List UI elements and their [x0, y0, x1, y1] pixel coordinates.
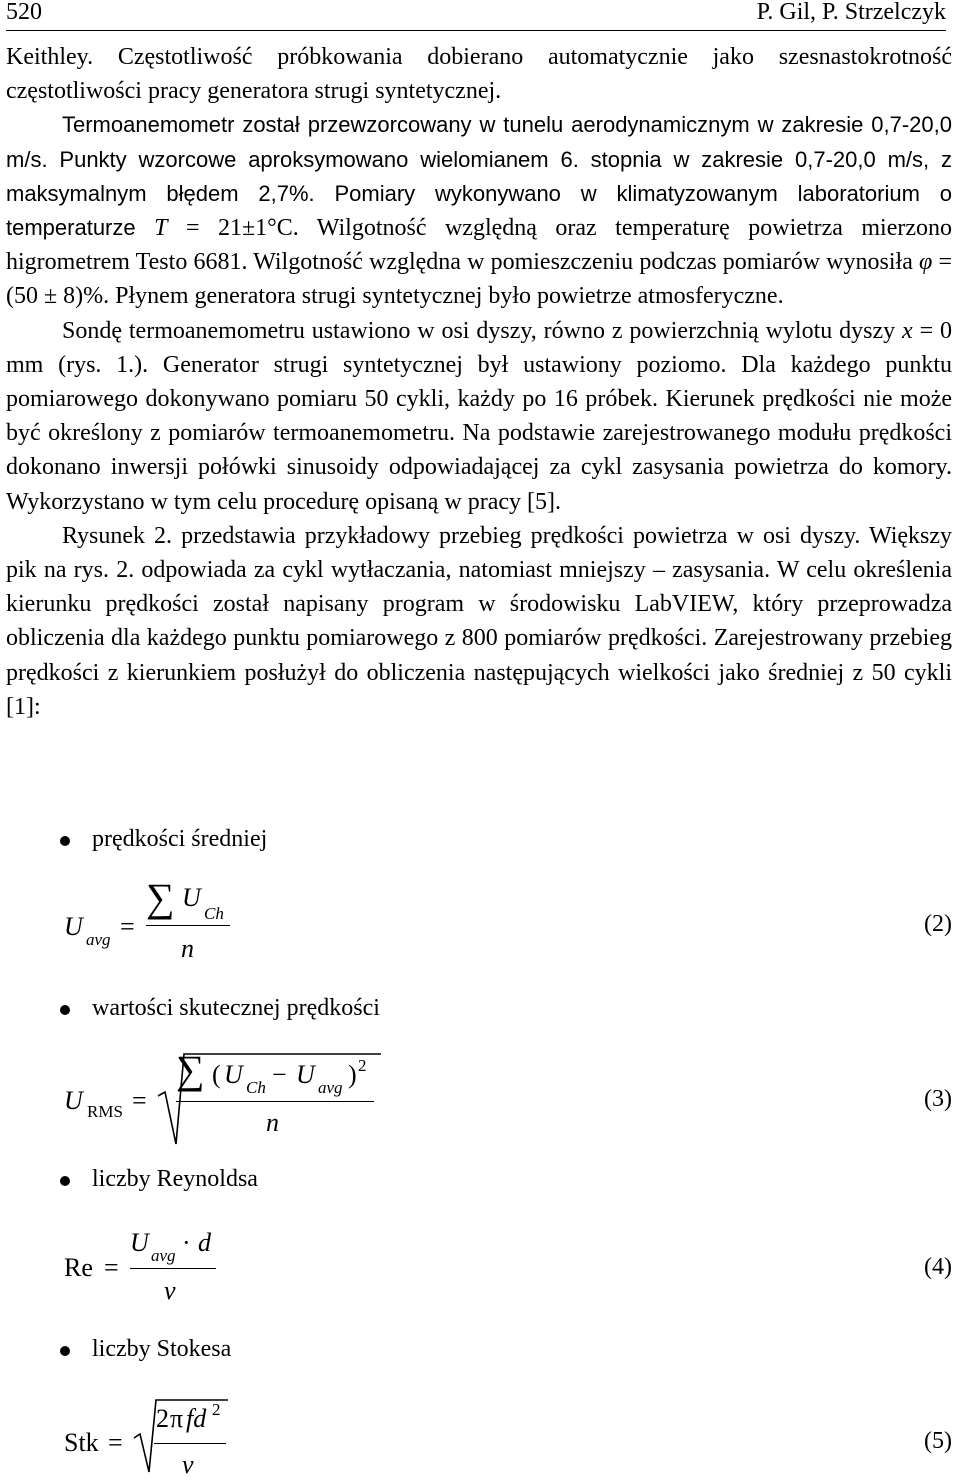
equation-number: (3): [924, 1086, 952, 1112]
bullet-dot-icon: [60, 1005, 70, 1015]
fraction-bar: [146, 925, 230, 926]
paragraph-4: Rysunek 2. przedstawia przykładowy przebieg prędkości powietrza w osi dyszy. Większy pik na rys. 2. odpowiada za cykl wytłaczania, natomiast mniejszy – zasysania. W celu określenia kierunku prędkości został napisany program w środowisku LabVIEW, który przeprowadza obliczenia dla każdego punktu pomiarowego z 800 pomiarów prędkości. Zarejestrowany przebieg prędkości z kierunkiem posłużył do obliczenia następujących wielkości jako średniej z 50 cykli [1]:: [6, 522, 952, 720]
running-head-authors: P. Gil, P. Strzelczyk: [756, 0, 946, 25]
fraction-bar: [176, 1101, 374, 1102]
page-header: [6, 0, 946, 31]
equation-number: (4): [924, 1254, 952, 1280]
paragraph-1: Keithley. Częstotliwość próbkowania dobierano automatycznie jako szesnastokrotność częstotliwości pracy generatora strugi syntetycznej.: [6, 44, 952, 105]
fraction-bar: [154, 1443, 226, 1444]
bullet-dot-icon: [60, 1346, 70, 1356]
page-number: 520: [6, 0, 42, 25]
paragraph-3: Sondę termoanemometru ustawiono w osi dyszy, równo z powierzchnią wylotu dyszy x = 0 mm (rys. 1.). Generator strugi syntetycznej był ustawiony poziomo. Dla każdego punktu pomiarowego dokonywano pomiaru 50 cykli, każdy po 16 próbek. Kierunek prędkości nie może być określony z pomiarów termoanemometru. Na podstawie zarejestrowanego modułu prędkości dokonano inwersji połówki sinusoidy odpowiadającej za cykl zasysania powietrza do komory. Wykorzystano w tym celu procedurę opisaną w pracy [5].: [6, 317, 952, 515]
bullet-dot-icon: [60, 1176, 70, 1186]
bullet-dot-icon: [60, 836, 70, 846]
fraction-bar: [130, 1268, 216, 1269]
equation-number: (2): [924, 911, 952, 937]
paragraph-2: Termoanemometr został przewzorcowany w tunelu aerodynamicznym w zakresie 0,7-20,0 m/s. Punkty wzorcowe aproksymowano wielomianem 6. stopnia w zakresie 0,7-20,0 m/s, z maksymalnym błędem 2,7%. Pomiary wykonywano w klimatyzowanym laboratorium o temperaturze T = 21±1°C. Wilgotność względną oraz temperaturę powietrza mierzono higrometrem Testo 6681. Wilgotność względna w pomieszczeniu podczas pomiarów wynosiła φ = (50 ± 8)%. Płynem generatora strugi syntetycznej było powietrze atmosferyczne.: [6, 112, 953, 310]
body-text: [6, 40, 952, 724]
equation-number: (5): [924, 1428, 952, 1454]
